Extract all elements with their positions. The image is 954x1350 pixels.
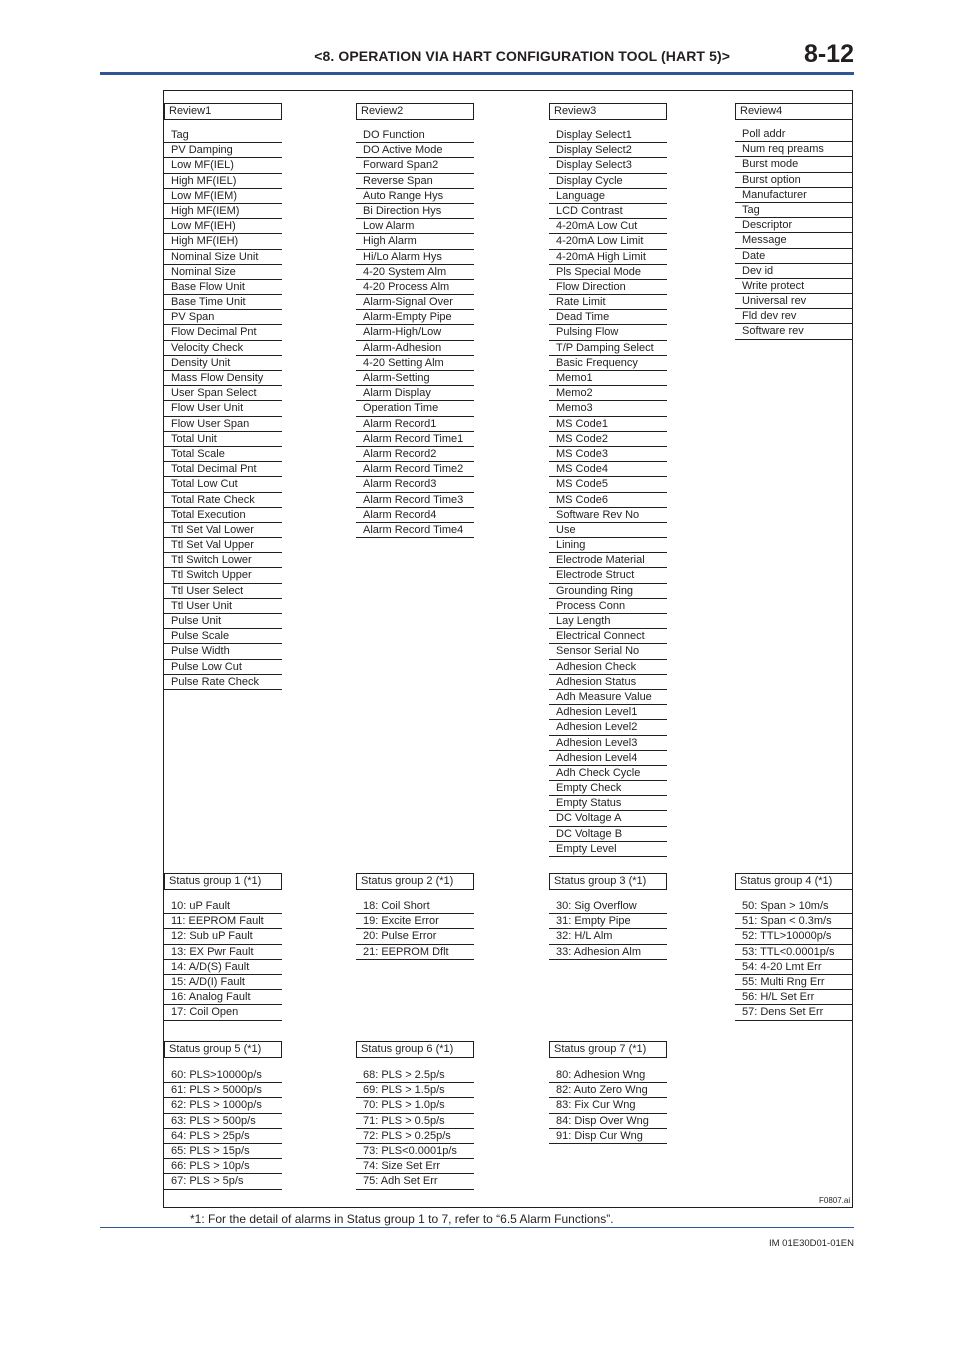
menu-item: 55: Multi Rng Err: [735, 975, 853, 990]
menu-item: 4-20mA High Limit: [549, 250, 667, 265]
menu-item: Electrode Material: [549, 553, 667, 568]
menu-item: Dev id: [735, 264, 853, 279]
menu-item: Auto Range Hys: [356, 189, 474, 204]
menu-item: 32: H/L Alm: [549, 929, 667, 944]
menu-status-group-4-1: [735, 873, 853, 1021]
menu-item: 73: PLS<0.0001p/s: [356, 1144, 474, 1159]
menu-item: DO Active Mode: [356, 143, 474, 158]
menu-item: Alarm-Setting: [356, 371, 474, 386]
menu-item: 4-20 Setting Alm: [356, 356, 474, 371]
menu-item: Basic Frequency: [549, 356, 667, 371]
menu-item: Num req preams: [735, 142, 853, 157]
menu-item: Tag: [164, 128, 282, 143]
menu-review4: [735, 103, 853, 340]
menu-item: 4-20mA Low Cut: [549, 219, 667, 234]
menu-item: Dead Time: [549, 310, 667, 325]
menu-item-list: [549, 1068, 667, 1144]
menu-item: 15: A/D(I) Fault: [164, 975, 282, 990]
menu-title: Status group 6 (*1): [356, 1041, 474, 1058]
page-header-title: <8. OPERATION VIA HART CONFIGURATION TOOL (HART 5)>: [314, 48, 730, 64]
menu-item-list: [164, 1068, 282, 1190]
menu-item: 74: Size Set Err: [356, 1159, 474, 1174]
menu-item: Message: [735, 233, 853, 248]
menu-item: 33: Adhesion Alm: [549, 945, 667, 960]
menu-item: PV Span: [164, 310, 282, 325]
menu-item: Ttl User Select: [164, 584, 282, 599]
menu-item-list: [356, 1068, 474, 1190]
menu-item: Pulsing Flow: [549, 325, 667, 340]
menu-item: 62: PLS > 1000p/s: [164, 1098, 282, 1113]
menu-title: Status group 2 (*1): [356, 873, 474, 890]
menu-item: Lining: [549, 538, 667, 553]
menu-title: Review4: [735, 103, 853, 120]
menu-item: Flow User Span: [164, 417, 282, 432]
menu-item: 61: PLS > 5000p/s: [164, 1083, 282, 1098]
menu-item: Adhesion Level1: [549, 705, 667, 720]
page-number: 8-12: [803, 40, 854, 68]
menu-item: High Alarm: [356, 234, 474, 249]
menu-item: Alarm Record Time4: [356, 523, 474, 538]
menu-item: User Span Select: [164, 386, 282, 401]
menu-item: 12: Sub uP Fault: [164, 929, 282, 944]
menu-item: Adhesion Check: [549, 660, 667, 675]
menu-item: Alarm Record2: [356, 447, 474, 462]
menu-item: 17: Coil Open: [164, 1005, 282, 1020]
menu-item: Pulse Width: [164, 644, 282, 659]
menu-title: Review2: [356, 103, 474, 120]
menu-item: Adh Check Cycle: [549, 766, 667, 781]
menu-item-list: [356, 899, 474, 960]
menu-item: Universal rev: [735, 294, 853, 309]
menu-item: Empty Status: [549, 796, 667, 811]
menu-item: Alarm-Signal Over: [356, 295, 474, 310]
menu-item: Base Time Unit: [164, 295, 282, 310]
menu-title: Review1: [164, 103, 282, 120]
menu-item: Alarm Record4: [356, 508, 474, 523]
footer-rule: [100, 1227, 854, 1228]
menu-item: Total Decimal Pnt: [164, 462, 282, 477]
menu-item: 60: PLS>10000p/s: [164, 1068, 282, 1083]
menu-item: 11: EEPROM Fault: [164, 914, 282, 929]
menu-item: Total Execution: [164, 508, 282, 523]
menu-item: MS Code6: [549, 493, 667, 508]
menu-item: 50: Span > 10m/s: [735, 899, 853, 914]
menu-item-list: [549, 899, 667, 960]
menu-item: 63: PLS > 500p/s: [164, 1114, 282, 1129]
menu-status-group-6-1: [356, 1041, 474, 1190]
menu-item: Display Select2: [549, 143, 667, 158]
menu-item: 68: PLS > 2.5p/s: [356, 1068, 474, 1083]
menu-item: 54: 4-20 Lmt Err: [735, 960, 853, 975]
menu-item: Poll addr: [735, 127, 853, 142]
menu-item: Total Low Cut: [164, 477, 282, 492]
menu-item: Nominal Size: [164, 265, 282, 280]
menu-item: DO Function: [356, 128, 474, 143]
menu-item: Bi Direction Hys: [356, 204, 474, 219]
menu-status-group-2-1: [356, 873, 474, 960]
menu-item: Adhesion Status: [549, 675, 667, 690]
menu-item-list: [735, 899, 853, 1021]
menu-title: Status group 4 (*1): [735, 873, 853, 890]
menu-item: 64: PLS > 25p/s: [164, 1129, 282, 1144]
menu-item: Low MF(IEL): [164, 158, 282, 173]
menu-item: Pulse Unit: [164, 614, 282, 629]
menu-item: Process Conn: [549, 599, 667, 614]
menu-item: Memo1: [549, 371, 667, 386]
menu-item: Electrode Struct: [549, 568, 667, 583]
menu-title: Status group 7 (*1): [549, 1041, 667, 1058]
menu-review2: [356, 103, 474, 538]
menu-item: Lay Length: [549, 614, 667, 629]
menu-item: Pulse Rate Check: [164, 675, 282, 690]
menu-item: Date: [735, 249, 853, 264]
menu-item: 21: EEPROM Dflt: [356, 945, 474, 960]
menu-item-list: [549, 128, 667, 857]
menu-item: Alarm Record Time1: [356, 432, 474, 447]
menu-item: Pulse Low Cut: [164, 660, 282, 675]
menu-item: 4-20 System Alm: [356, 265, 474, 280]
menu-item: Burst option: [735, 173, 853, 188]
menu-item: Manufacturer: [735, 188, 853, 203]
menu-item: 82: Auto Zero Wng: [549, 1083, 667, 1098]
menu-item: 57: Dens Set Err: [735, 1005, 853, 1020]
menu-item: Fld dev rev: [735, 309, 853, 324]
menu-title: Status group 3 (*1): [549, 873, 667, 890]
menu-item: Alarm Record Time2: [356, 462, 474, 477]
menu-item-list: [164, 128, 282, 690]
menu-item: Use: [549, 523, 667, 538]
menu-item: 70: PLS > 1.0p/s: [356, 1098, 474, 1113]
document-id: IM 01E30D01-01EN: [768, 1238, 854, 1249]
menu-item: Descriptor: [735, 218, 853, 233]
menu-item: Display Cycle: [549, 174, 667, 189]
menu-item: 19: Excite Error: [356, 914, 474, 929]
menu-item: DC Voltage B: [549, 827, 667, 842]
menu-item: Alarm Record Time3: [356, 493, 474, 508]
menu-item: Ttl Switch Upper: [164, 568, 282, 583]
menu-item: Flow Decimal Pnt: [164, 325, 282, 340]
menu-item: 10: uP Fault: [164, 899, 282, 914]
menu-item: 80: Adhesion Wng: [549, 1068, 667, 1083]
menu-item: Software Rev No: [549, 508, 667, 523]
menu-item: 51: Span < 0.3m/s: [735, 914, 853, 929]
menu-item: Nominal Size Unit: [164, 250, 282, 265]
menu-item: Adh Measure Value: [549, 690, 667, 705]
menu-item: Memo2: [549, 386, 667, 401]
menu-title: Status group 5 (*1): [164, 1041, 282, 1058]
menu-item: Base Flow Unit: [164, 280, 282, 295]
menu-item: 69: PLS > 1.5p/s: [356, 1083, 474, 1098]
menu-item-list: [164, 899, 282, 1021]
menu-item: High MF(IEM): [164, 204, 282, 219]
menu-item: MS Code1: [549, 417, 667, 432]
menu-item: 20: Pulse Error: [356, 929, 474, 944]
menu-item: 84: Disp Over Wng: [549, 1114, 667, 1129]
menu-item: MS Code2: [549, 432, 667, 447]
menu-item: 75: Adh Set Err: [356, 1174, 474, 1189]
footnote: *1: For the detail of alarms in Status group 1 to 7, refer to “6.5 Alarm Functions”.: [190, 1212, 614, 1226]
menu-item: Pulse Scale: [164, 629, 282, 644]
menu-item: Memo3: [549, 401, 667, 416]
menu-item: Alarm Display: [356, 386, 474, 401]
menu-item-list: [356, 128, 474, 538]
menu-item: Adhesion Level4: [549, 751, 667, 766]
menu-item: Pls Special Mode: [549, 265, 667, 280]
menu-review3: [549, 103, 667, 857]
menu-item: Display Select3: [549, 158, 667, 173]
menu-item: Mass Flow Density: [164, 371, 282, 386]
menu-status-group-5-1: [164, 1041, 282, 1190]
menu-item: MS Code5: [549, 477, 667, 492]
menu-item: Low Alarm: [356, 219, 474, 234]
menu-item: Total Unit: [164, 432, 282, 447]
menu-item: High MF(IEL): [164, 174, 282, 189]
menu-item: 14: A/D(S) Fault: [164, 960, 282, 975]
menu-item: PV Damping: [164, 143, 282, 158]
menu-item: Total Scale: [164, 447, 282, 462]
menu-item: Adhesion Level3: [549, 736, 667, 751]
menu-item: Tag: [735, 203, 853, 218]
menu-item: Rate Limit: [549, 295, 667, 310]
menu-item: Alarm Record3: [356, 477, 474, 492]
menu-item: Alarm-Empty Pipe: [356, 310, 474, 325]
menu-item: 65: PLS > 15p/s: [164, 1144, 282, 1159]
menu-item: Density Unit: [164, 356, 282, 371]
menu-status-group-1-1: [164, 873, 282, 1021]
menu-item: Low MF(IEM): [164, 189, 282, 204]
menu-item: 72: PLS > 0.25p/s: [356, 1129, 474, 1144]
menu-item: 16: Analog Fault: [164, 990, 282, 1005]
menu-item: 4-20 Process Alm: [356, 280, 474, 295]
menu-item: Total Rate Check: [164, 493, 282, 508]
menu-item: Velocity Check: [164, 341, 282, 356]
menu-item: 18: Coil Short: [356, 899, 474, 914]
menu-status-group-3-1: [549, 873, 667, 960]
menu-item: 83: Fix Cur Wng: [549, 1098, 667, 1113]
menu-item: Electrical Connect: [549, 629, 667, 644]
menu-item: 67: PLS > 5p/s: [164, 1174, 282, 1189]
menu-item: Forward Span2: [356, 158, 474, 173]
menu-item: Ttl Set Val Upper: [164, 538, 282, 553]
menu-item: T/P Damping Select: [549, 341, 667, 356]
menu-item: Flow User Unit: [164, 401, 282, 416]
menu-item: Ttl User Unit: [164, 599, 282, 614]
menu-item: Reverse Span: [356, 174, 474, 189]
menu-item: Burst mode: [735, 157, 853, 172]
menu-item: MS Code4: [549, 462, 667, 477]
menu-item: 56: H/L Set Err: [735, 990, 853, 1005]
menu-item: Empty Level: [549, 842, 667, 857]
menu-item: 91: Disp Cur Wng: [549, 1129, 667, 1144]
menu-item: Sensor Serial No: [549, 644, 667, 659]
menu-item: Display Select1: [549, 128, 667, 143]
menu-item: MS Code3: [549, 447, 667, 462]
menu-item: Ttl Switch Lower: [164, 553, 282, 568]
menu-item: 52: TTL>10000p/s: [735, 929, 853, 944]
menu-item: High MF(IEH): [164, 234, 282, 249]
menu-item: Operation Time: [356, 401, 474, 416]
menu-item: Low MF(IEH): [164, 219, 282, 234]
menu-item: Flow Direction: [549, 280, 667, 295]
menu-item: Hi/Lo Alarm Hys: [356, 250, 474, 265]
menu-item: Alarm Record1: [356, 417, 474, 432]
menu-item: 53: TTL<0.0001p/s: [735, 945, 853, 960]
menu-item: 13: EX Pwr Fault: [164, 945, 282, 960]
menu-item: DC Voltage A: [549, 811, 667, 826]
menu-title: Review3: [549, 103, 667, 120]
menu-title: Status group 1 (*1): [164, 873, 282, 890]
header-rule: [100, 72, 854, 75]
menu-item: Alarm-Adhesion: [356, 341, 474, 356]
menu-item: Write protect: [735, 279, 853, 294]
menu-item: Ttl Set Val Lower: [164, 523, 282, 538]
menu-item: Alarm-High/Low: [356, 325, 474, 340]
menu-item: LCD Contrast: [549, 204, 667, 219]
figure-id: F0807.ai: [819, 1196, 851, 1205]
menu-item: Adhesion Level2: [549, 720, 667, 735]
menu-item: Language: [549, 189, 667, 204]
menu-item: 4-20mA Low Limit: [549, 234, 667, 249]
menu-item: Empty Check: [549, 781, 667, 796]
menu-status-group-7-1: [549, 1041, 667, 1144]
menu-review1: [164, 103, 282, 690]
menu-item: 31: Empty Pipe: [549, 914, 667, 929]
menu-item: Software rev: [735, 324, 853, 339]
menu-item-list: [735, 127, 853, 340]
menu-item: 66: PLS > 10p/s: [164, 1159, 282, 1174]
menu-item: 71: PLS > 0.5p/s: [356, 1114, 474, 1129]
menu-item: Grounding Ring: [549, 584, 667, 599]
menu-item: 30: Sig Overflow: [549, 899, 667, 914]
